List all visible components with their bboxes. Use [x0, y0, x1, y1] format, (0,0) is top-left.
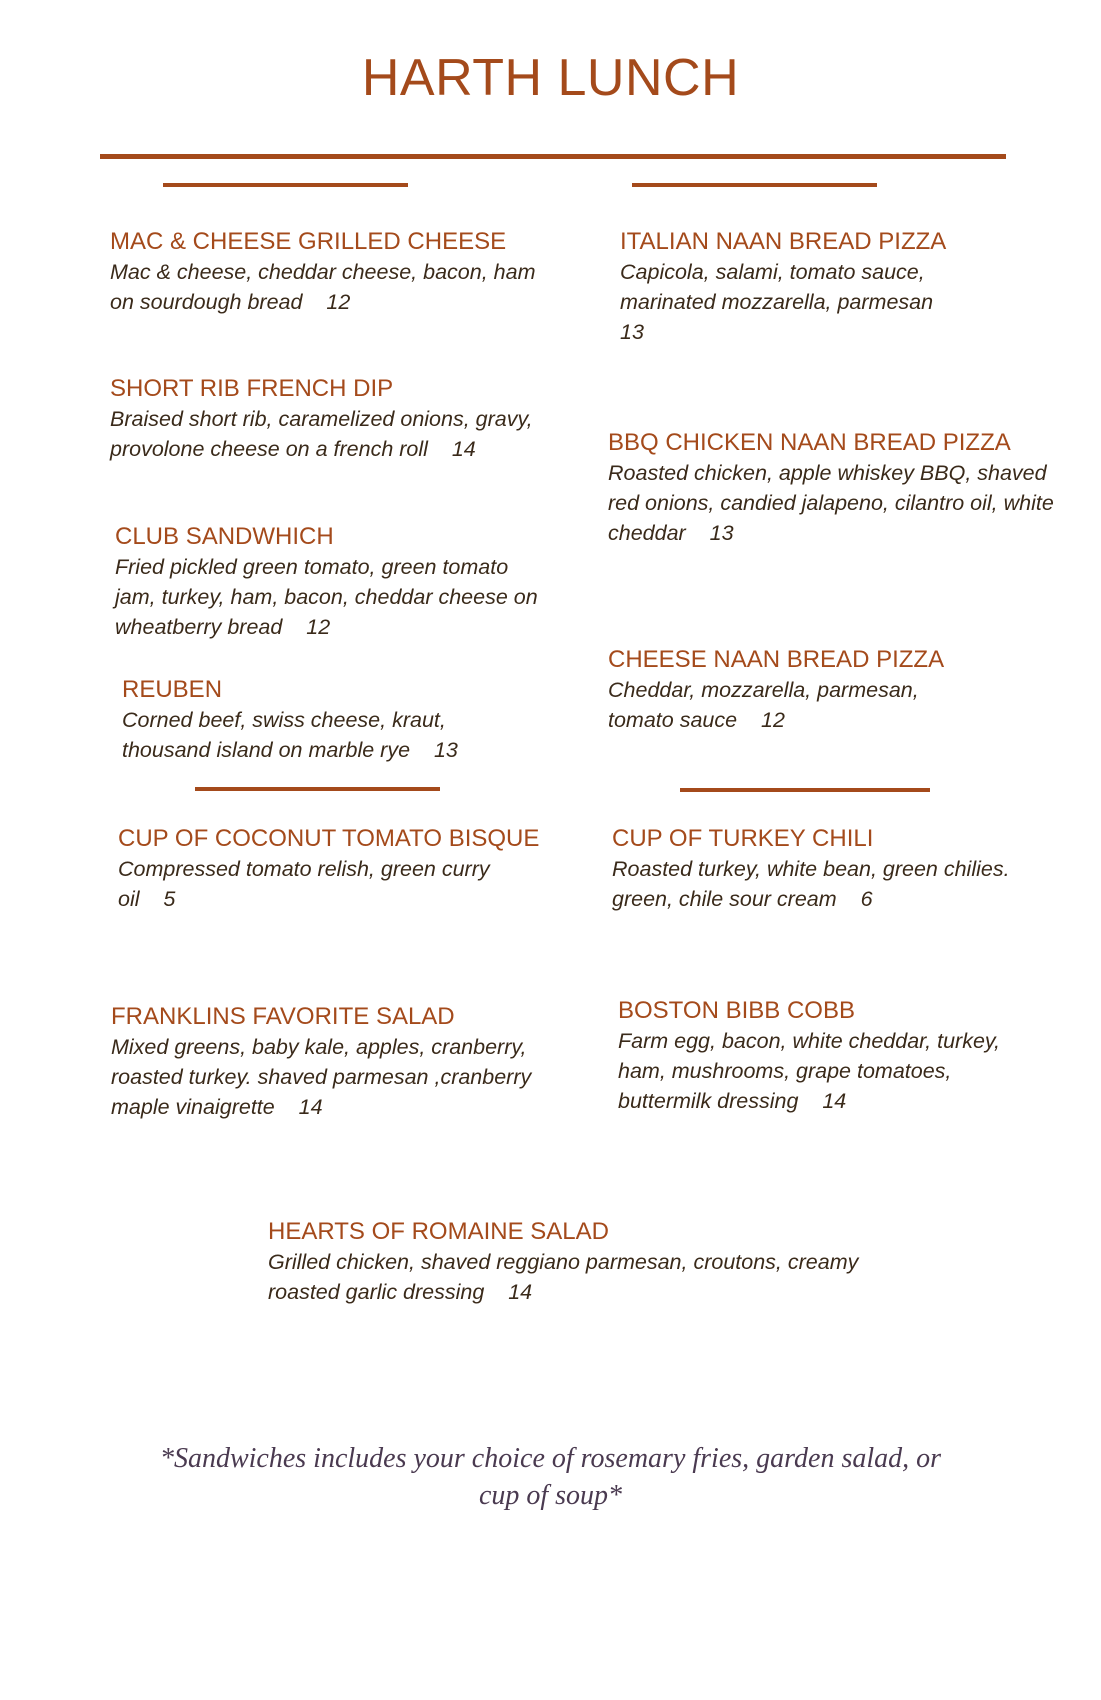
menu-item-name: REUBEN	[122, 676, 223, 703]
sides-footnote: *Sandwiches includes your choice of rosemary fries, garden salad, or cup of soup*	[159, 1443, 942, 1511]
menu-item-description	[618, 1026, 1078, 1116]
menu-item	[111, 1002, 581, 1122]
menu-item-price: 14	[822, 1089, 847, 1113]
menu-item-description	[111, 1032, 581, 1122]
menu-item-description-text: Mixed greens, baby kale, apples, cranberry, roasted turkey. shaved parmesan ,cranberry maple vinaigrette	[111, 1035, 532, 1119]
menu-item-price: 13	[620, 320, 644, 344]
menu-item	[608, 428, 1078, 548]
menu-item-price: 5	[163, 887, 176, 911]
menu-item	[618, 996, 1078, 1116]
menu-item-description-text: Capicola, salami, tomato sauce, marinated mozzarella, parmesan	[620, 260, 934, 314]
menu-item-name: CHEESE NAAN BREAD PIZZA	[608, 646, 945, 673]
right-column-divider-soups	[680, 788, 930, 792]
menu-item-description-text: Corned beef, swiss cheese, kraut, thousand island on marble rye	[122, 708, 446, 762]
menu-item-description-text: Braised short rib, caramelized onions, gravy, provolone cheese on a french roll	[110, 407, 533, 461]
menu-item-price: 13	[709, 521, 734, 545]
menu-item-price: 14	[451, 437, 476, 461]
menu-item-price: 12	[326, 290, 351, 314]
menu-item-name: MAC & CHEESE GRILLED CHEESE	[110, 228, 507, 255]
menu-item-name: SHORT RIB FRENCH DIP	[110, 375, 394, 402]
menu-item-description	[268, 1247, 888, 1307]
menu-item-description-text: Grilled chicken, shaved reggiano parmesan, croutons, creamy roasted garlic dressing	[268, 1250, 859, 1304]
menu-item-name: HEARTS OF ROMAINE SALAD	[268, 1218, 609, 1245]
menu-item-name: CLUB SANDWHICH	[115, 523, 334, 550]
menu-item-description	[122, 705, 592, 765]
menu-item-price: 12	[306, 615, 331, 639]
right-column-divider-top	[632, 183, 877, 187]
menu-item-description-text: Farm egg, bacon, white cheddar, turkey, ham, mushrooms, grape tomatoes, buttermilk dressing	[618, 1029, 1001, 1113]
menu-item-description-text: Mac & cheese, cheddar cheese, bacon, ham on sourdough bread	[110, 260, 536, 314]
menu-item-price: 13	[433, 738, 458, 762]
menu-item-description	[110, 404, 580, 464]
menu-item-description	[115, 552, 585, 642]
menu-item-description	[608, 458, 1078, 548]
menu-item-description	[612, 854, 1082, 914]
menu-item	[268, 1217, 888, 1307]
menu-item-name: CUP OF COCONUT TOMATO BISQUE	[118, 825, 540, 852]
menu-item-description	[608, 675, 1068, 735]
menu-item	[612, 824, 1082, 914]
menu-item-description-text: Roasted turkey, white bean, green chilies. green, chile sour cream	[612, 857, 1010, 911]
menu-item-price: 12	[760, 708, 785, 732]
menu-item-price: 6	[860, 887, 873, 911]
menu-item	[620, 227, 1080, 347]
menu-title: HARTH LUNCH	[361, 49, 740, 107]
menu-item	[122, 675, 592, 765]
menu-item-description	[118, 854, 588, 914]
menu-item	[608, 645, 1068, 735]
menu-item-name: CUP OF TURKEY CHILI	[612, 825, 874, 852]
menu-item	[110, 227, 580, 317]
menu-item-name: ITALIAN NAAN BREAD PIZZA	[620, 228, 947, 255]
title-divider	[100, 154, 1006, 159]
menu-item-description-text: Fried pickled green tomato, green tomato jam, turkey, ham, bacon, cheddar cheese on wheatberry bread	[115, 555, 538, 639]
menu-item-description-text: Cheddar, mozzarella, parmesan, tomato sauce	[608, 678, 919, 732]
menu-item-name: FRANKLINS FAVORITE SALAD	[111, 1003, 455, 1030]
menu-item-price: 14	[298, 1095, 323, 1119]
menu-item-name: BOSTON BIBB COBB	[618, 997, 855, 1024]
menu-item	[118, 824, 588, 914]
menu-item	[110, 374, 580, 464]
left-column-divider-top	[163, 183, 408, 187]
menu-item-description	[620, 257, 1080, 347]
menu-item-price: 14	[508, 1280, 533, 1304]
menu-item-description-text: Roasted chicken, apple whiskey BBQ, shaved red onions, candied jalapeno, cilantro oil, white cheddar	[608, 461, 1054, 545]
left-column-divider-soups	[195, 787, 440, 791]
menu-item-description-text: Compressed tomato relish, green curry oil	[118, 857, 490, 911]
menu-item-name: BBQ CHICKEN NAAN BREAD PIZZA	[608, 429, 1011, 456]
menu-item	[115, 522, 585, 642]
menu-item-description	[110, 257, 580, 317]
